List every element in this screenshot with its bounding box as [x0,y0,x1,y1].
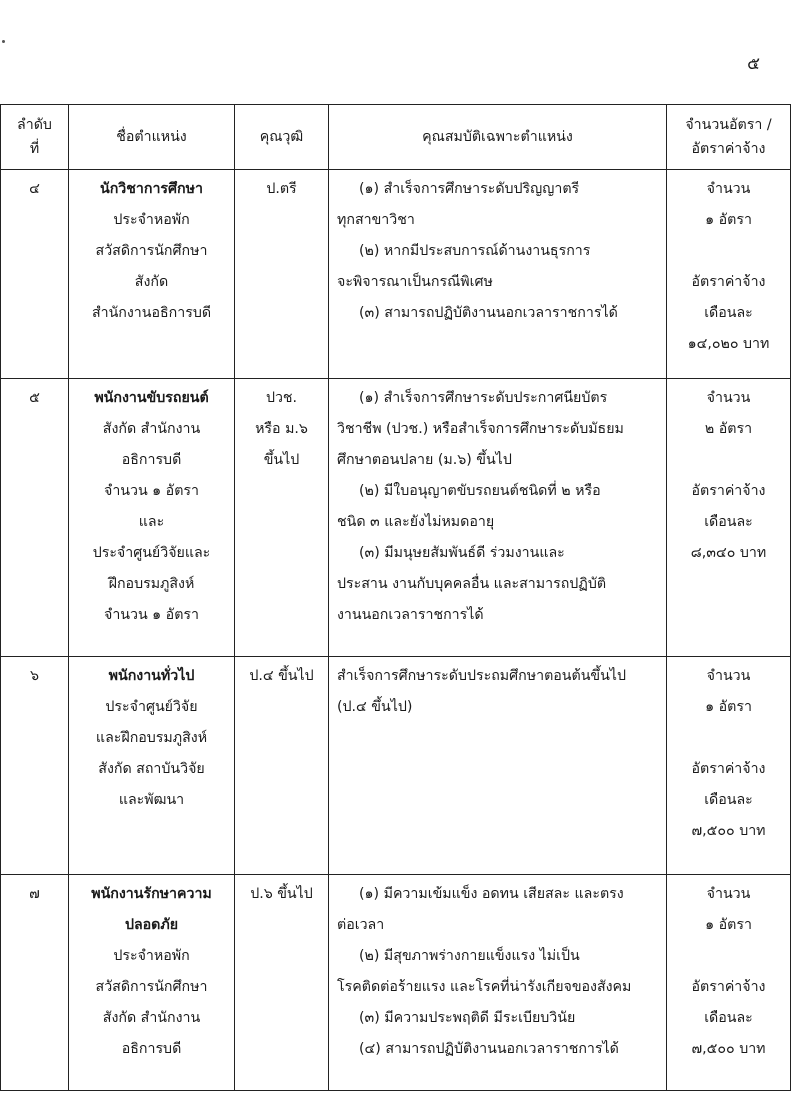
wage-line: อัตราค่าจ้าง [691,979,766,995]
position-count-line: ๑ อัตรา [705,699,752,715]
wage-line: เดือนละ [704,792,753,808]
position-count-line: ๒ อัตรา [704,421,753,437]
position-detail-line: และพัฒนา [118,792,185,808]
position-name-cell [69,379,235,657]
specific-qualifications-cell [329,657,667,875]
position-detail-line: สวัสดิการนักศึกษา [95,243,208,259]
header-no [1,105,69,170]
position-title: นักวิชาการศึกษา [100,181,203,197]
header-no-line: ที่ [29,141,40,157]
table-row [1,379,791,657]
table-header-row [1,105,791,170]
qualification-text-line: (๔) สามารถปฏิบัติงานนอกเวลาราชการได้ [359,1041,619,1057]
qualification-text-line: งานนอกเวลาราชการได้ [337,607,484,623]
table-row [1,657,791,875]
qualification-text-line: ทุกสาขาวิชา [337,212,415,228]
wage-line: ๘,๓๔๐ บาท [690,545,767,561]
position-name-cell [69,657,235,875]
rate-cell [667,657,791,875]
qualification-text-line: ชนิด ๓ และยังไม่หมดอายุ [337,514,495,530]
position-detail-line: อธิการบดี [121,1041,182,1057]
specific-qualifications-cell [329,170,667,379]
position-count-line: ๑ อัตรา [705,917,752,933]
position-detail-line: สังกัด สำนักงาน [102,1010,201,1026]
position-detail-line: สังกัด สถาบันวิจัย [98,761,205,777]
wage-line: ๗,๕๐๐ บาท [691,1041,766,1057]
spacer [668,236,789,267]
rate-cell [667,170,791,379]
qualification-text-line: (๑) มีความเข้มแข็ง อดทน เสียสละ และตรง [359,886,624,902]
qualification-text-line: วิชาชีพ (ปวช.) หรือสำเร็จการศึกษาระดับมัธยม [337,421,624,437]
position-detail-line: จำนวน ๑ อัตรา [104,607,199,623]
wage-line: เดือนละ [704,1010,753,1026]
qualification-text-line: (๓) สามารถปฏิบัติงานนอกเวลาราชการได้ [359,305,618,321]
qualification-text-line: (ป.๔ ขึ้นไป) [337,699,413,715]
position-detail-line: ประจำศูนย์วิจัย [105,699,198,715]
qualification-text-line: จะพิจารณาเป็นกรณีพิเศษ [337,274,493,290]
spacer [668,941,789,972]
wage-line: ๗,๕๐๐ บาท [691,823,766,839]
qualification-line: หรือ ม.๖ [255,421,308,437]
position-detail-line: จำนวน ๑ อัตรา [104,483,199,499]
row-number: ๔ [1,170,69,379]
rate-cell [667,379,791,657]
position-detail-line: อธิการบดี [121,452,182,468]
position-name-cell [69,170,235,379]
position-count-line: จำนวน [706,886,751,902]
qualification-text-line: (๒) หากมีประสบการณ์ด้านงานธุรการ [359,243,591,259]
specific-qualifications-cell [329,379,667,657]
wage-line: ๑๔,๐๒๐ บาท [687,336,770,352]
qualification-line: ป.๔ ขึ้นไป [249,668,314,684]
position-count-line: ๑ อัตรา [705,212,752,228]
table-row [1,875,791,1091]
qualification-text-line: (๒) มีสุขภาพร่างกายแข็งแรง ไม่เป็น [359,948,580,964]
scan-mark [2,40,5,43]
position-detail-line: ประจำหอพัก [113,212,190,228]
header-rate-line: จำนวนอัตรา / [685,117,772,133]
header-rate-line: อัตราค่าจ้าง [691,141,766,157]
spacer [668,445,789,476]
position-title: พนักงานรักษาความ ปลอดภัย [91,886,212,933]
position-detail-line: ประจำศูนย์วิจัยและ [92,545,211,561]
wage-line: อัตราค่าจ้าง [691,274,766,290]
qualification-cell [235,657,329,875]
qualification-line: ปวช. [265,390,298,406]
qualification-text-line: สำเร็จการศึกษาระดับประถมศึกษาตอนต้นขึ้นไป [337,668,626,684]
qualification-text-line: (๑) สำเร็จการศึกษาระดับปริญญาตรี [359,181,580,197]
position-detail-line: สังกัด สำนักงาน [102,421,201,437]
row-number: ๗ [1,875,69,1091]
position-count-line: จำนวน [706,668,751,684]
header-position-name: ชื่อตำแหน่ง [69,105,235,170]
row-number: ๖ [1,657,69,875]
specific-qualifications-cell [329,875,667,1091]
position-count-line: จำนวน [706,390,751,406]
qualification-text-line: ต่อเวลา [337,917,385,933]
positions-table [0,104,791,1091]
qualification-cell [235,170,329,379]
position-detail-line: สำนักงานอธิการบดี [91,305,212,321]
header-qualification: คุณวุฒิ [235,105,329,170]
qualification-line: ขึ้นไป [263,452,300,468]
qualification-cell [235,875,329,1091]
position-detail-line: สังกัด [134,274,169,290]
qualification-text-line: ศึกษาตอนปลาย (ม.๖) ขึ้นไป [337,452,512,468]
position-detail-line: และฝึกอบรมภูสิงห์ [95,730,208,746]
header-specific-qualifications: คุณสมบัติเฉพาะตำแหน่ง [329,105,667,170]
position-detail-line: ฝึกอบรมภูสิงห์ [108,576,195,592]
header-no-line: ลำดับ [17,117,52,133]
wage-line: อัตราค่าจ้าง [691,761,766,777]
qualification-text-line: โรคติดต่อร้ายแรง และโรคที่น่ารังเกียจของสังคม [337,979,632,995]
qualification-text-line: (๓) มีมนุษยสัมพันธ์ดี ร่วมงานและ [359,545,565,561]
page-number: ๕ [747,54,760,74]
qualification-line: ป.ตรี [266,181,297,197]
header-rate [667,105,791,170]
position-detail-line: ประจำหอพัก [113,948,190,964]
rate-cell [667,875,791,1091]
spacer [668,723,789,754]
qualification-text-line: (๓) มีความประพฤติดี มีระเบียบวินัย [359,1010,576,1026]
qualification-text-line: ประสาน งานกับบุคคลอื่น และสามารถปฏิบัติ [337,576,607,592]
position-count-line: จำนวน [706,181,751,197]
position-name-cell [69,875,235,1091]
position-title: พนักงานขับรถยนต์ [94,390,209,406]
wage-line: อัตราค่าจ้าง [691,483,766,499]
qualification-line: ป.๖ ขึ้นไป [250,886,313,902]
qualification-text-line: (๑) สำเร็จการศึกษาระดับประกาศนียบัตร [359,390,608,406]
qualification-text-line: (๒) มีใบอนุญาตขับรถยนต์ชนิดที่ ๒ หรือ [359,483,601,499]
wage-line: เดือนละ [704,305,753,321]
table-row [1,170,791,379]
position-detail-line: สวัสดิการนักศึกษา [95,979,208,995]
row-number: ๕ [1,379,69,657]
qualification-cell [235,379,329,657]
position-detail-line: และ [138,514,165,530]
position-title: พนักงานทั่วไป [108,668,195,684]
wage-line: เดือนละ [704,514,753,530]
